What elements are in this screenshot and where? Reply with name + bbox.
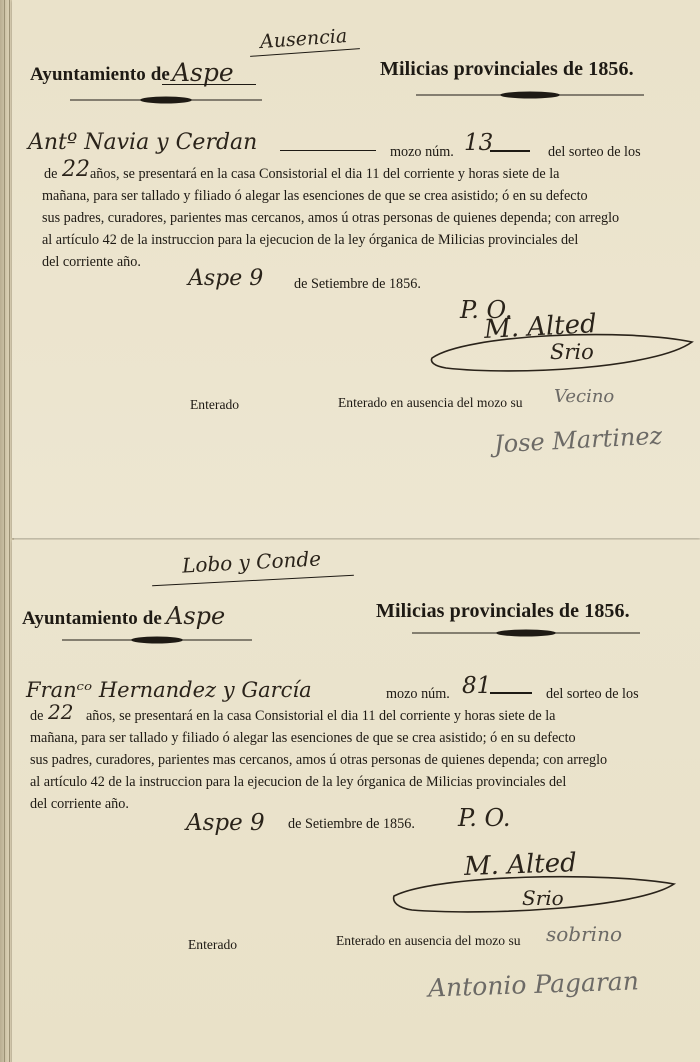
form-sheet-top: [12, 0, 700, 538]
header-right: Milicias provinciales de 1856.: [380, 58, 634, 80]
header-left: Ayuntamiento de: [30, 64, 170, 85]
line2-rest: años, se presentará en la casa Consistorial el dia 11 del corriente y horas siete de la: [90, 166, 560, 182]
date-place: Aspe 9: [188, 266, 264, 291]
date-text: de Setiembre de 1856.: [288, 816, 415, 832]
signature-name: M. Alted: [483, 309, 598, 345]
line2-start: de: [44, 166, 58, 182]
flourish-right: [416, 89, 644, 101]
age: 22: [48, 700, 74, 724]
gutter-line: [9, 0, 10, 1062]
body-line-6: del corriente año.: [30, 796, 129, 812]
body-line-5: al artículo 42 de la instruccion para la ejecucion de la ley órganica de Milicias provinciales del: [30, 774, 567, 790]
number-fill-line: [490, 150, 530, 152]
top-note: Lobo y Conde: [181, 546, 322, 578]
relation: Vecino: [554, 386, 615, 407]
witness-signature: Antonio Pagaran: [427, 966, 640, 1003]
line2-rest: años, se presentará en la casa Consistorial el dia 11 del corriente y horas siete de la: [86, 708, 556, 724]
conscript-name: Franᶜᵒ Hernandez y García: [26, 678, 312, 702]
gutter-line: [4, 0, 5, 1062]
body-line-3: mañana, para ser tallado y filiado ó alegar las esenciones de que se crea asistido; ó en su defecto: [42, 188, 588, 204]
header-right: Milicias provinciales de 1856.: [376, 600, 630, 622]
line2-start: de: [30, 708, 44, 724]
date-place: Aspe 9: [186, 810, 265, 836]
enterado-label: Enterado: [188, 937, 238, 952]
town-name: Aspe: [166, 602, 226, 630]
enterado-ausencia-label: Enterado en ausencia del mozo su: [336, 933, 521, 948]
signature-role: Srio: [522, 886, 564, 910]
body-line-3: mañana, para ser tallado y filiado ó alegar las esenciones de que se crea asistido; ó en su defecto: [30, 730, 576, 746]
signature-po: P. O.: [460, 296, 513, 324]
flourish-left: [70, 94, 262, 106]
signature-name: M. Alted: [463, 848, 578, 882]
number-fill-line: [490, 692, 532, 694]
sorteo-label: del sorteo de los: [546, 686, 639, 702]
body-line-6: del corriente año.: [42, 254, 141, 270]
flourish-right: [412, 627, 640, 639]
name-fill-line: [280, 150, 376, 151]
mozo-label: mozo núm.: [390, 144, 454, 160]
signature-role: Srio: [550, 340, 594, 364]
flourish-left: [62, 634, 252, 646]
body-line-5: al artículo 42 de la instruccion para la ejecucion de la ley órganica de Milicias provinciales del: [42, 232, 579, 248]
age: 22: [62, 157, 90, 182]
sorteo-label: del sorteo de los: [548, 144, 641, 160]
conscript-name: Antº Navia y Cerdan: [28, 130, 258, 155]
date-text: de Setiembre de 1856.: [294, 276, 421, 292]
body-line-4: sus padres, curadores, parientes mas cercanos, amos ú otras personas de quienes dependa; con arreglo: [42, 210, 620, 226]
form-sheet-bottom: [12, 540, 700, 1062]
mozo-label: mozo núm.: [386, 686, 450, 702]
relation: sobrino: [546, 922, 622, 946]
header-left: Ayuntamiento de: [22, 608, 162, 629]
mozo-number: 13: [464, 130, 494, 156]
witness-signature: Jose Martinez: [493, 421, 663, 459]
mozo-number: 81: [462, 673, 492, 699]
body-line-4: sus padres, curadores, parientes mas cercanos, amos ú otras personas de quienes dependa; con arreglo: [30, 752, 608, 768]
enterado-ausencia-label: Enterado en ausencia del mozo su: [338, 395, 523, 410]
enterado-label: Enterado: [190, 397, 240, 412]
signature-po: P. O.: [458, 804, 511, 832]
top-note: Ausencia: [259, 24, 348, 54]
town-name: Aspe: [172, 58, 234, 87]
town-underline: [162, 84, 256, 85]
